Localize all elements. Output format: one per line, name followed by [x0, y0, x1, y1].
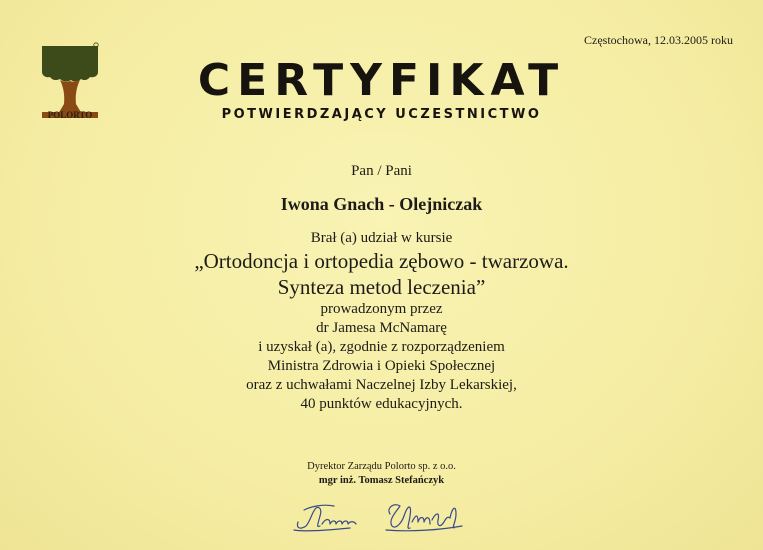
ministry-text: Ministra Zdrowia i Opieki Społecznej — [267, 358, 496, 374]
handwritten-signature — [290, 494, 490, 538]
place-date: Częstochowa, 12.03.2005 roku — [584, 33, 733, 47]
conducted-by-text: prowadzonym przez — [320, 301, 443, 317]
director-name: mgr inż. Tomasz Stefańczyk — [318, 475, 445, 486]
points-text: 40 punktów edukacyjnych. — [300, 396, 463, 412]
took-part-text: Brał (a) udział w kursie — [310, 230, 453, 246]
signatory-block — [0, 460, 763, 488]
course-title-line-2: Synteza metod leczenia” — [277, 275, 486, 299]
salutation: Pan / Pani — [351, 163, 412, 179]
certificate-body — [0, 160, 763, 414]
logo-label: POLORTO — [47, 110, 93, 120]
lecturer-name: dr Jamesa McNamarę — [316, 320, 447, 336]
director-title: Dyrektor Zarządu Polorto sp. z o.o. — [307, 461, 456, 472]
certificate-title: CERTYFIKAT — [197, 55, 566, 106]
course-title-line-1: „Ortodoncja i ortopedia zębowo - twarzowa. — [194, 249, 569, 273]
certificate-subtitle: POTWIERDZAJĄCY UCZESTNICTWO — [221, 107, 542, 122]
participant-name: Iwona Gnach - Olejniczak — [280, 194, 483, 214]
resolution-text: oraz z uchwałami Naczelnej Izby Lekarskiej, — [246, 377, 517, 393]
obtained-text: i uzyskał (a), zgodnie z rozporządzeniem — [258, 339, 505, 355]
